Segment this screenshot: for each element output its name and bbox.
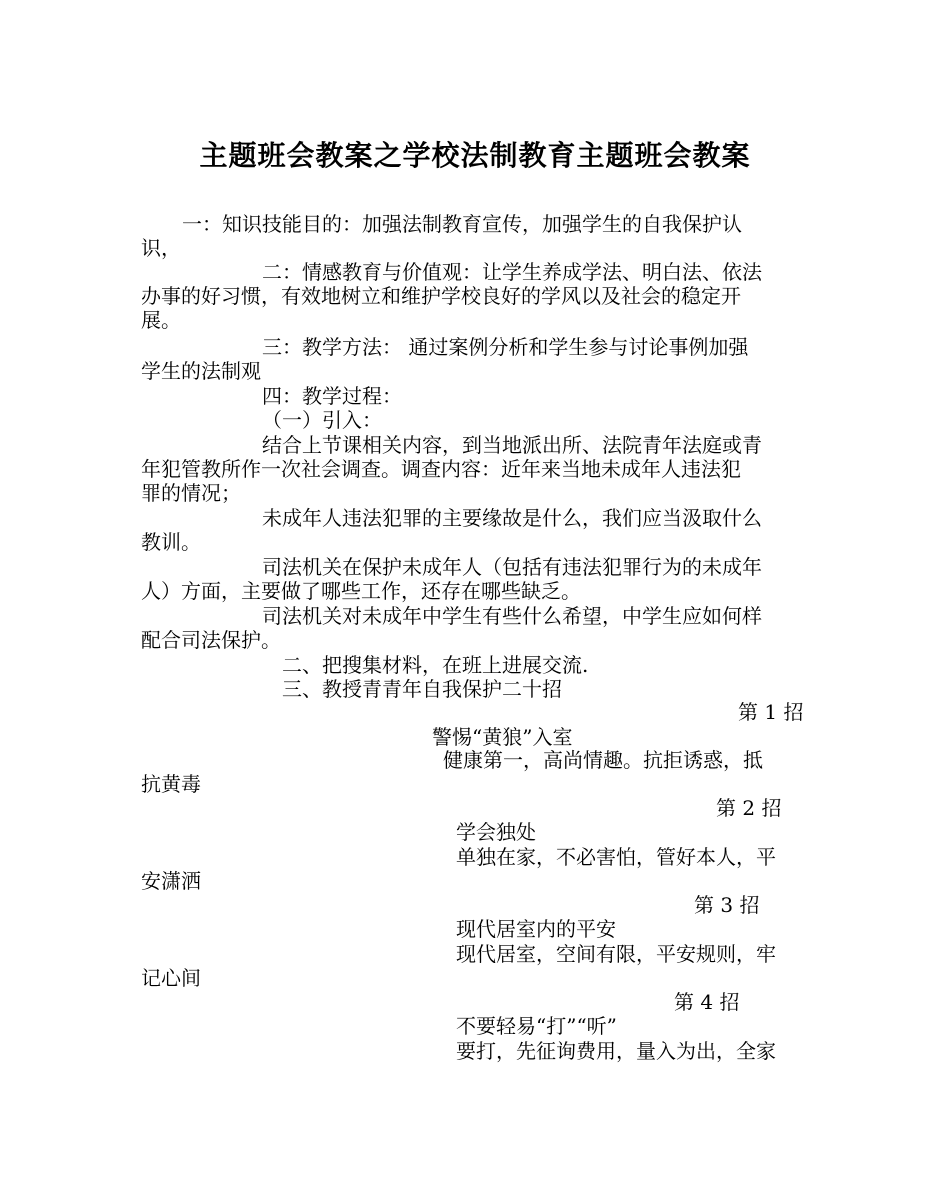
text-line: 四：教学过程： [262,384,402,408]
tip-title: 警惕“黄狼”入室 [432,725,573,749]
text-line: 司法机关对未成年中学生有些什么希望，中学生应如何样 [262,604,762,628]
tip-title: 学会独处 [456,820,536,844]
text-line: 三：教学方法： 通过案例分析和学生参与讨论事例加强 [262,335,749,359]
text-line: 识， [141,236,181,260]
tip-heading: 第 2 招 [716,796,782,820]
tip-body: 抗黄毒 [141,772,201,796]
tip-title: 不要轻易“打”“听” [456,1014,617,1038]
tip-body: 健康第一，高尚情趣。抗拒诱惑，抵 [443,748,763,772]
text-line: （一）引入： [262,408,382,432]
text-line: 配合司法保护。 [141,628,281,652]
tip-body: 记心间 [141,966,201,990]
text-line: 展。 [141,308,181,332]
text-line: 罪的情况； [141,481,241,505]
text-line: 年犯管教所作一次社会调查。调查内容：近年来当地未成年人违法犯 [141,457,741,481]
tip-heading: 第 4 招 [674,990,740,1014]
tip-body: 单独在家，不必害怕，管好本人，平 [456,845,776,869]
text-line: 三、教授青青年自我保护二十招 [282,677,562,701]
document-title: 主题班会教案之学校法制教育主题班会教案 [199,139,751,172]
tip-title: 现代居室内的平安 [456,917,616,941]
text-line: 司法机关在保护未成年人（包括有违法犯罪行为的未成年 [262,555,762,579]
text-line: 学生的法制观 [141,359,261,383]
tip-heading: 第 3 招 [694,893,760,917]
tip-body: 安潇洒 [141,869,201,893]
tip-body: 现代居室，空间有限，平安规则，牢 [456,942,776,966]
text-line: 教训。 [141,530,201,554]
text-line: 一：知识技能目的：加强法制教育宣传，加强学生的自我保护认 [182,212,742,236]
tip-heading: 第 1 招 [738,700,804,724]
text-line: 办事的好习惯，有效地树立和维护学校良好的学风以及社会的稳定开 [141,284,741,308]
text-line: 二、把搜集材料，在班上进展交流. [282,653,589,677]
text-line: 未成年人违法犯罪的主要缘故是什么，我们应当汲取什么 [262,506,762,530]
text-line: 二：情感教育与价值观：让学生养成学法、明白法、依法 [262,260,762,284]
text-line: 结合上节课相关内容，到当地派出所、法院青年法庭或青 [262,433,762,457]
text-line: 人）方面，主要做了哪些工作，还存在哪些缺乏。 [141,579,581,603]
tip-body: 要打，先征询费用，量入为出，全家 [456,1039,776,1063]
